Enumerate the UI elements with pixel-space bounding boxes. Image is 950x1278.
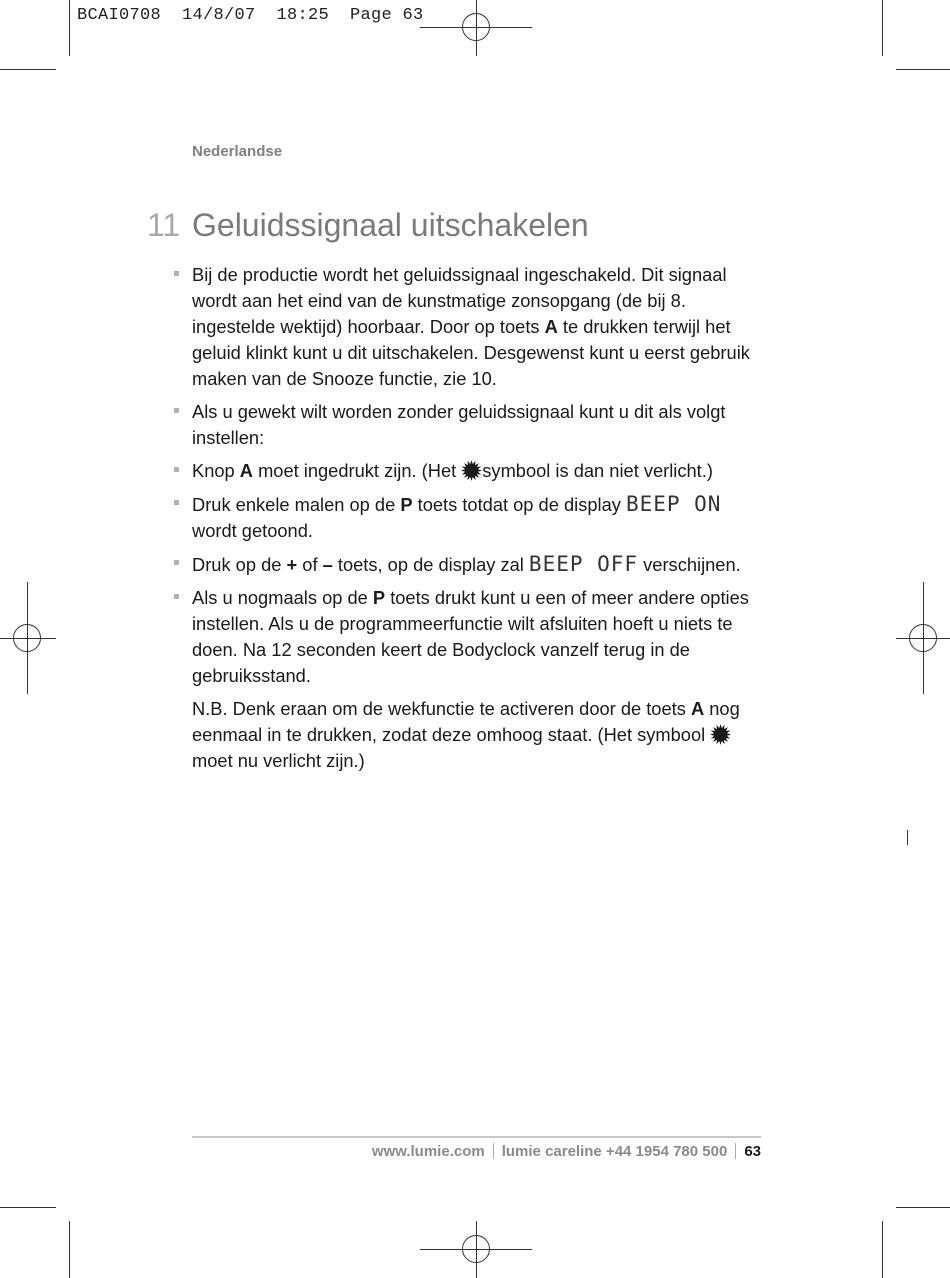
section-number: 11 [147, 207, 181, 243]
sun-icon [710, 724, 731, 745]
text-run: Als u gewekt wilt worden zonder geluidssignaal kunt u dit als volgt instellen: [192, 401, 726, 448]
list-item [192, 399, 767, 451]
bullet-icon [174, 594, 179, 599]
key-label: A [239, 460, 253, 481]
key-label: A [544, 316, 558, 337]
footer-separator [735, 1143, 736, 1159]
text-run: moet ingedrukt zijn. (Het [252, 460, 462, 481]
section-title: Geluidssignaal uitschakelen [192, 207, 589, 243]
bullet-icon [174, 408, 179, 413]
text-run: te drukken terwijl het geluid klinkt kunt u dit uitschakelen. Desgewenst kunt u eerst gebruik maken van de Snooze functie, zie 10. [192, 316, 750, 389]
key-label: P [372, 587, 386, 608]
key-label: P [400, 494, 413, 515]
text-run: nog eenmaal in te drukken, zodat deze omhoog staat. (Het symbool [192, 698, 740, 745]
text-run: wordt getoond. [192, 520, 313, 541]
lcd-display-text: BEEP OFF [528, 552, 639, 576]
sun-icon [461, 460, 482, 481]
footer-rule [192, 1136, 761, 1138]
list-item [192, 491, 767, 544]
text-run: Druk op de [192, 554, 287, 575]
text-run: N.B. Denk eraan om de wekfunctie te activeren door de toets [192, 698, 691, 719]
text-run: Bij de productie wordt het geluidssignaal ingeschakeld. Dit signaal wordt aan het eind van de kunstmatige zonsopgang (de bij 8. ingestelde wektijd) hoorbaar. Door op toets [192, 264, 727, 337]
instructions [192, 262, 767, 781]
text-run: Knop [192, 460, 240, 481]
bullet-icon [174, 500, 179, 505]
list-item [192, 585, 767, 689]
list-item [192, 551, 767, 578]
print-slug: BCAI0708 14/8/07 18:25 Page 63 [77, 6, 424, 25]
page-number: 63 [744, 1143, 761, 1160]
bullet-icon [174, 467, 179, 472]
key-label: A [690, 698, 705, 719]
language-label: Nederlandse [192, 143, 283, 160]
text-run: toets drukt kunt u een of meer andere opties instellen. Als u de programmeerfunctie wilt afsluiten hoeft u niets te doen. Na 12 seconden keert de Bodyclock vanzelf terug in de gebruiksstand. [192, 587, 749, 686]
list-item [192, 458, 767, 484]
text-run: of [297, 554, 323, 575]
text-run: toets, op de display zal [332, 554, 529, 575]
bullet-icon [174, 271, 179, 276]
note-paragraph [192, 696, 767, 774]
footer-careline: lumie careline +44 1954 780 500 [501, 1143, 728, 1160]
text-run: verschijnen. [638, 554, 741, 575]
list-item [192, 262, 767, 392]
bullet-icon [174, 560, 179, 565]
lcd-display-text: BEEP ON [625, 492, 722, 516]
text-run: moet nu verlicht zijn.) [192, 750, 365, 771]
page-footer [192, 1143, 761, 1160]
key-label: + [286, 554, 298, 575]
footer-website: www.lumie.com [371, 1143, 485, 1160]
text-run: Druk enkele malen op de [192, 494, 401, 515]
footer-separator [493, 1143, 494, 1159]
section-heading [147, 207, 589, 244]
text-run: symbool is dan niet verlicht.) [482, 460, 713, 481]
text-run: toets totdat op de display [412, 494, 626, 515]
text-run: Als u nogmaals op de [192, 587, 373, 608]
key-label: – [322, 554, 333, 575]
instruction-list [192, 262, 767, 689]
